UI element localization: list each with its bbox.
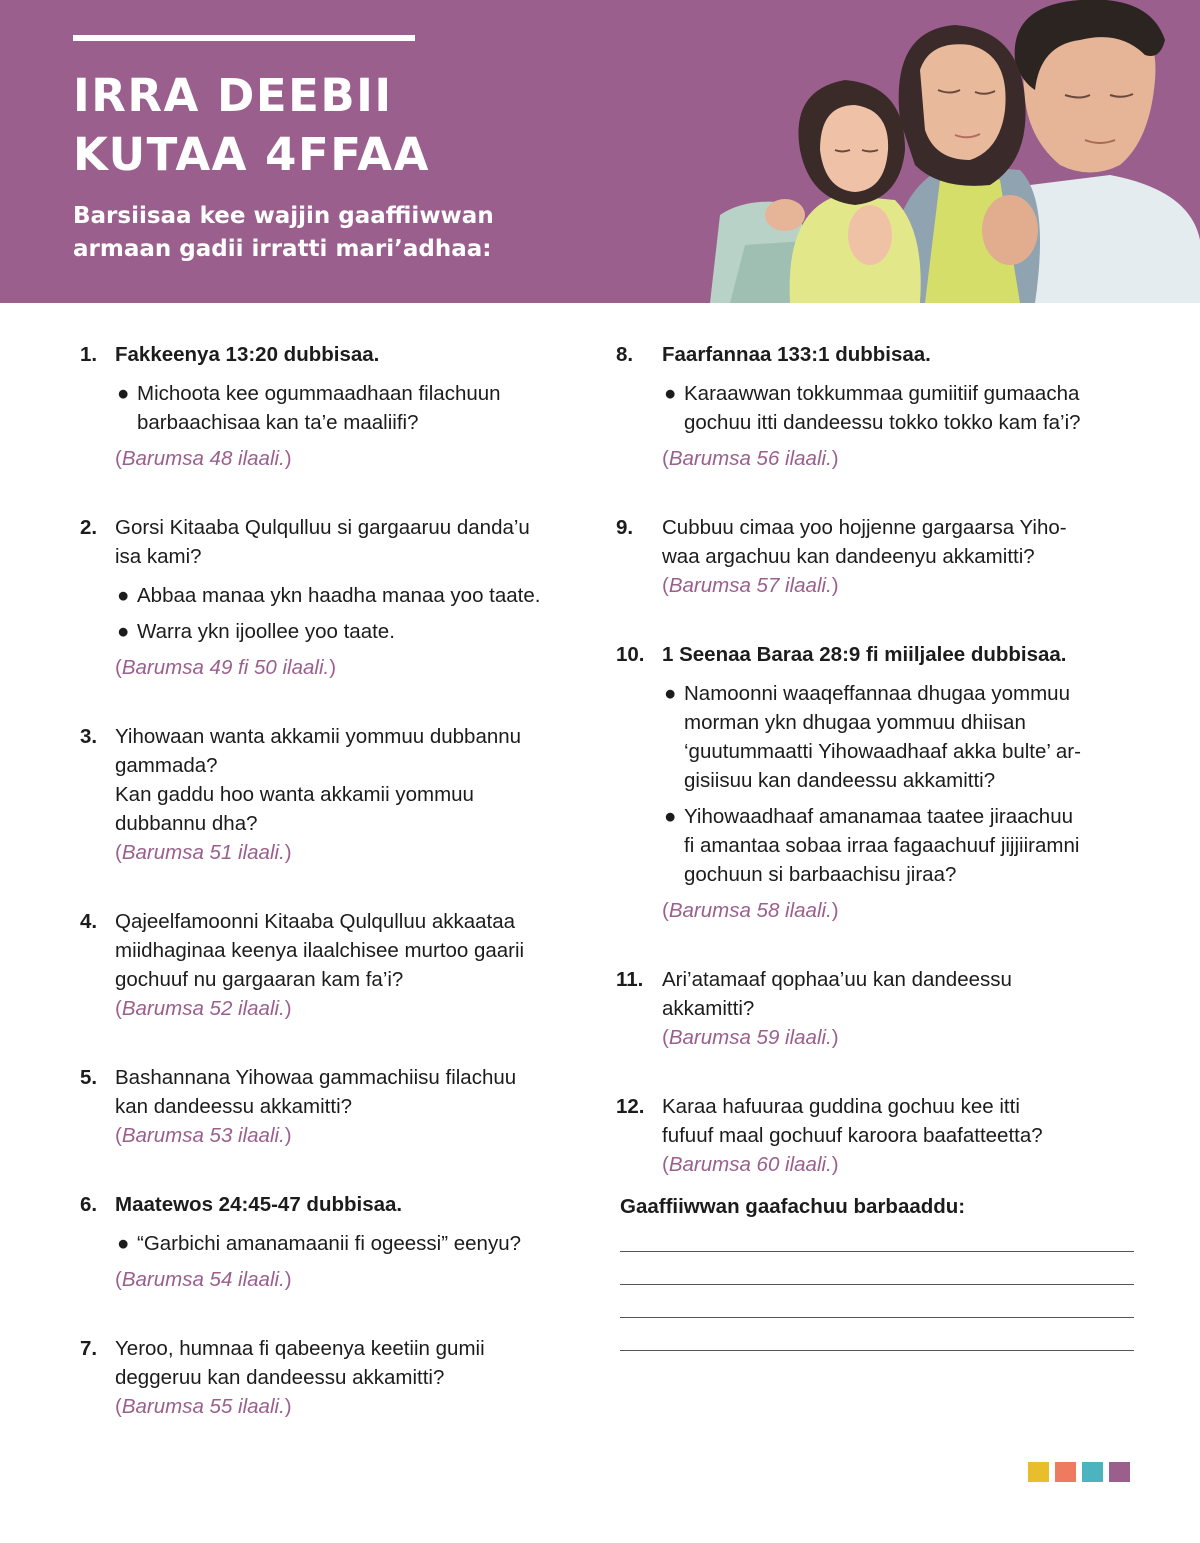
color-swatch [1055, 1462, 1076, 1482]
bullet-icon: ● [117, 584, 130, 607]
question-item [80, 1063, 600, 1150]
question-item [80, 513, 600, 682]
question-text [662, 965, 1136, 1023]
page-subtitle [73, 200, 633, 266]
question-text-line: gochuuf nu gargaaran kam fa’i? [115, 968, 404, 991]
question-text-line: Yihowaan wanta akkamii yommuu dubbannu [115, 725, 522, 748]
bullet-text-line: gochuu itti dandeessu tokko tokko kam fa’i? [684, 411, 1081, 434]
bullet-text-line: gisiisuu kan dandeessu akkamitti? [684, 769, 996, 792]
color-swatch [1028, 1462, 1049, 1482]
question-number: 9. [616, 516, 634, 539]
reference-text: Barumsa 53 ilaali. [121, 1124, 285, 1147]
bullet-item [662, 679, 1136, 795]
lesson-reference [115, 444, 600, 473]
question-text [662, 1092, 1136, 1150]
question-text-line: Cubbuu cimaa yoo hojjenne gargaarsa Yiho- [662, 516, 1067, 539]
bullet-list [662, 679, 1136, 889]
reference-paren: ) [284, 1395, 292, 1418]
lesson-reference [115, 1265, 600, 1294]
writing-line[interactable] [620, 1350, 1134, 1351]
bullet-text-line: fi amantaa sobaa irraa fagaachuuf jijjiiramni [684, 834, 1080, 857]
reference-paren: ) [831, 1153, 839, 1176]
question-text [115, 1334, 600, 1392]
reference-paren: ( [115, 656, 122, 679]
reference-paren: ) [329, 656, 337, 679]
reference-paren: ( [115, 997, 122, 1020]
question-text-line: Kan gaddu hoo wanta akkamii yommuu [115, 783, 474, 806]
question-text [115, 1190, 600, 1219]
title-line: KUTAA 4FFAA [73, 128, 430, 181]
question-number: 6. [80, 1193, 98, 1216]
bullet-icon: ● [664, 805, 677, 828]
question-item [616, 640, 1136, 925]
question-number: 12. [616, 1095, 645, 1118]
bullet-item [115, 581, 600, 610]
bullet-icon: ● [664, 382, 677, 405]
bullet-icon: ● [117, 620, 130, 643]
lesson-reference [115, 1121, 600, 1150]
question-number: 10. [616, 643, 645, 666]
bullet-item [662, 379, 1136, 437]
reference-text: Barumsa 60 ilaali. [668, 1153, 832, 1176]
bullet-text-line: Namoonni waaqeffannaa dhugaa yommuu [684, 682, 1070, 705]
question-text-line: Ari’atamaaf qophaa’uu kan dandeessu [662, 968, 1012, 991]
question-text-line: akkamitti? [662, 997, 755, 1020]
bullet-text-line: Karaawwan tokkummaa gumiitiif gumaacha [684, 382, 1080, 405]
reference-paren: ( [115, 447, 122, 470]
question-item [616, 965, 1136, 1052]
question-text-line: Yeroo, humnaa fi qabeenya keetiin gumii [115, 1337, 485, 1360]
lesson-reference [662, 1150, 1136, 1179]
bullet-text-line: Abbaa manaa ykn haadha manaa yoo taate. [137, 584, 541, 607]
question-text-line: waa argachuu kan dandeenyu akkamitti? [662, 545, 1035, 568]
question-number: 8. [616, 343, 634, 366]
reference-text: Barumsa 56 ilaali. [668, 447, 832, 470]
bullet-list [662, 379, 1136, 437]
question-text-line: Maatewos 24:45-47 dubbisaa. [115, 1193, 403, 1216]
bullet-list [115, 379, 600, 437]
question-number: 11. [616, 968, 644, 991]
reference-paren: ( [115, 1395, 122, 1418]
question-number: 7. [80, 1337, 98, 1360]
bullet-item [115, 617, 600, 646]
question-number: 4. [80, 910, 98, 933]
question-text [662, 513, 1136, 571]
reference-paren: ) [284, 1124, 292, 1147]
color-swatches [1028, 1462, 1130, 1482]
reference-paren: ( [662, 1026, 669, 1049]
question-text-line: kan dandeessu akkamitti? [115, 1095, 353, 1118]
writing-line[interactable] [620, 1284, 1134, 1285]
question-number: 3. [80, 725, 98, 748]
reference-paren: ) [831, 899, 839, 922]
reference-text: Barumsa 48 ilaali. [121, 447, 285, 470]
lesson-reference [115, 994, 600, 1023]
question-text-line: dubbannu dha? [115, 812, 258, 835]
title-line: IRRA DEEBII [73, 69, 393, 122]
question-item [80, 722, 600, 867]
question-number: 1. [80, 343, 98, 366]
bullet-text-line: gochuun si barbaachisu jiraa? [684, 863, 957, 886]
bullet-text-line: “Garbichi amanamaanii fi ogeessi” eenyu? [137, 1232, 522, 1255]
subtitle-line: Barsiisaa kee wajjin gaaffiiwwan [73, 203, 494, 229]
question-text-line: gammada? [115, 754, 218, 777]
bullet-icon: ● [664, 682, 677, 705]
bullet-list [115, 581, 600, 646]
reference-paren: ) [284, 841, 292, 864]
writing-line[interactable] [620, 1317, 1134, 1318]
lesson-reference [115, 1392, 600, 1421]
question-text-line: Faarfannaa 133:1 dubbisaa. [662, 343, 931, 366]
header-rule [73, 35, 415, 41]
question-text [115, 513, 600, 571]
question-text [115, 1063, 600, 1121]
questions-right-column [616, 340, 1136, 1179]
reference-paren: ( [115, 1124, 122, 1147]
bullet-item [662, 802, 1136, 889]
bullet-text-line: barbaachisaa kan ta’e maaliifi? [137, 411, 419, 434]
family-praying-illustration [690, 0, 1200, 303]
reference-paren: ) [284, 447, 292, 470]
questions-to-ask-area [620, 1195, 1134, 1351]
lesson-reference [662, 571, 1136, 600]
bullet-list [115, 1229, 600, 1258]
bullet-icon: ● [117, 382, 130, 405]
question-text [115, 907, 600, 994]
question-text-line: Karaa hafuuraa guddina gochuu kee itti [662, 1095, 1020, 1118]
page-title [73, 66, 673, 184]
reference-paren: ( [662, 447, 669, 470]
reference-text: Barumsa 54 ilaali. [121, 1268, 285, 1291]
bullet-text-line: Warra ykn ijoollee yoo taate. [137, 620, 395, 643]
question-text [115, 722, 600, 838]
reference-text: Barumsa 59 ilaali. [668, 1026, 832, 1049]
question-item [80, 1334, 600, 1421]
question-number: 2. [80, 516, 98, 539]
lesson-reference [115, 838, 600, 867]
reference-paren: ( [115, 841, 122, 864]
bullet-item [115, 379, 600, 437]
question-text-line: deggeruu kan dandeessu akkamitti? [115, 1366, 445, 1389]
reference-paren: ( [662, 574, 669, 597]
reference-paren: ) [284, 997, 292, 1020]
reference-text: Barumsa 52 ilaali. [121, 997, 285, 1020]
question-text-line: isa kami? [115, 545, 202, 568]
question-item [616, 340, 1136, 473]
bullet-text-line: Yihowaadhaaf amanamaa taatee jiraachuu [684, 805, 1074, 828]
question-item [616, 513, 1136, 600]
lesson-reference [662, 1023, 1136, 1052]
subtitle-line: armaan gadii irratti mari’adhaa: [73, 236, 492, 262]
reference-text: Barumsa 49 fi 50 ilaali. [121, 656, 330, 679]
question-text-line: 1 Seenaa Baraa 28:9 fi miiljalee dubbisaa. [662, 643, 1067, 666]
reference-paren: ( [115, 1268, 122, 1291]
reference-text: Barumsa 55 ilaali. [121, 1395, 285, 1418]
question-text-line: Bashannana Yihowaa gammachiisu filachuu [115, 1066, 517, 1089]
bullet-item [115, 1229, 600, 1258]
question-item [616, 1092, 1136, 1179]
bullet-text-line: Michoota kee ogummaadhaan filachuun [137, 382, 501, 405]
question-text-line: Fakkeenya 13:20 dubbisaa. [115, 343, 380, 366]
lesson-reference [662, 896, 1136, 925]
bullet-text-line: morman ykn dhugaa yommuu dhiisan [684, 711, 1026, 734]
reference-text: Barumsa 51 ilaali. [121, 841, 285, 864]
page-header [0, 0, 1200, 303]
reference-paren: ( [662, 899, 669, 922]
color-swatch [1109, 1462, 1130, 1482]
question-number: 5. [80, 1066, 98, 1089]
color-swatch [1082, 1462, 1103, 1482]
question-item [80, 1190, 600, 1294]
reference-text: Barumsa 58 ilaali. [668, 899, 832, 922]
reference-paren: ) [284, 1268, 292, 1291]
reference-paren: ) [831, 1026, 839, 1049]
reference-text: Barumsa 57 ilaali. [668, 574, 832, 597]
lesson-reference [115, 653, 600, 682]
questions-left-column [80, 340, 600, 1421]
writing-line[interactable] [620, 1251, 1134, 1252]
question-item [80, 340, 600, 473]
question-item [80, 907, 600, 1023]
reference-paren: ( [662, 1153, 669, 1176]
questions-to-ask-label: Gaaffiiwwan gaafachuu barbaaddu: [620, 1195, 966, 1218]
question-text-line: miidhaginaa keenya ilaalchisee murtoo gaarii [115, 939, 525, 962]
reference-paren: ) [831, 574, 839, 597]
question-text-line: fufuuf maal gochuuf karoora baafatteetta? [662, 1124, 1043, 1147]
bullet-text-line: ‘guutummaatti Yihowaadhaaf akka bulte’ ar- [684, 740, 1081, 763]
reference-paren: ) [831, 447, 839, 470]
question-text [115, 340, 600, 369]
bullet-icon: ● [117, 1232, 130, 1255]
question-text-line: Gorsi Kitaaba Qulqulluu si gargaaruu danda’u [115, 516, 530, 539]
question-text-line: Qajeelfamoonni Kitaaba Qulqulluu akkaataa [115, 910, 516, 933]
lesson-reference [662, 444, 1136, 473]
question-text [662, 640, 1136, 669]
question-text [662, 340, 1136, 369]
